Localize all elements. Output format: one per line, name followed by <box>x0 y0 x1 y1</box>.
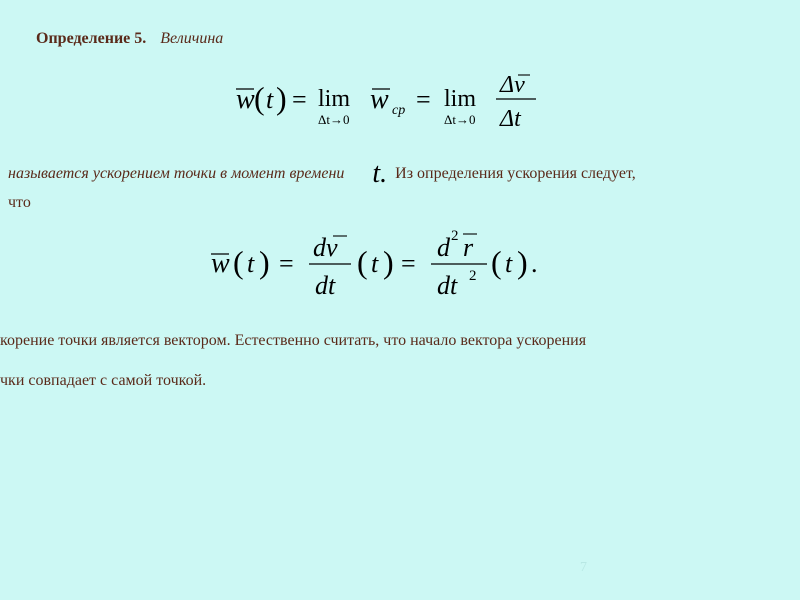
formula2-num2-r: r <box>463 233 474 262</box>
paragraph2-line2: чки совпадает с самой точкой. <box>0 372 207 389</box>
paren: ( <box>357 244 368 280</box>
formula2-arg2: t <box>371 249 379 278</box>
paren: ( <box>491 244 502 280</box>
paragraph1-normal: Из определения ускорения следует, <box>395 165 636 182</box>
formula1-lim2: lim <box>444 86 477 112</box>
period: . <box>531 249 538 278</box>
paren: ) <box>383 244 394 280</box>
formula1-w: w <box>370 84 389 115</box>
paren: ) <box>517 244 528 280</box>
formula1-lim1: lim <box>318 86 351 112</box>
formula2-den2: dt <box>437 271 458 300</box>
equals-sign: = <box>416 85 431 114</box>
formula2-den1: dt <box>315 271 336 300</box>
page-number: 7 <box>580 560 587 575</box>
exponent-2: 2 <box>451 228 459 244</box>
formula1-lhs: w <box>236 84 255 115</box>
formula-acceleration-derivative <box>205 222 565 306</box>
equals-sign: = <box>292 85 307 114</box>
formula1-lim1-sub: Δt→0 <box>318 112 350 127</box>
formula1-w-sub: ср <box>392 103 406 118</box>
formula2-arg: t <box>247 249 255 278</box>
paren: ) <box>259 244 270 280</box>
equals-sign: = <box>401 249 416 278</box>
formula-average-acceleration-limit <box>230 66 550 136</box>
definition-label: Определение 5. <box>36 30 147 47</box>
formula2-num1: dv <box>313 233 338 262</box>
formula1-num: Δv <box>500 72 525 98</box>
definition-heading <box>36 30 223 48</box>
formula1-lim2-sub: Δt→0 <box>444 112 476 127</box>
paren: ( <box>254 80 265 116</box>
formula2-lhs: w <box>211 248 230 279</box>
equals-sign: = <box>279 249 294 278</box>
definition-word: Величина <box>160 30 224 47</box>
paragraph1-variable: t. <box>372 158 388 189</box>
exponent-2: 2 <box>469 268 477 284</box>
paragraph2-line1: корение точки является вектором. Естественно считать, что начало вектора ускорения <box>0 332 587 349</box>
paren: ) <box>276 80 287 116</box>
paren: ( <box>233 244 244 280</box>
paragraph1-line1 <box>8 158 636 190</box>
paragraph1-italic: называется ускорением точки в момент времени <box>8 165 345 182</box>
paragraph1-line2: что <box>8 194 31 211</box>
formula2-num2-d: d <box>437 233 450 262</box>
formula1-den: Δt <box>500 106 521 132</box>
formula1-arg: t <box>266 85 274 114</box>
formula2-arg3: t <box>505 249 513 278</box>
